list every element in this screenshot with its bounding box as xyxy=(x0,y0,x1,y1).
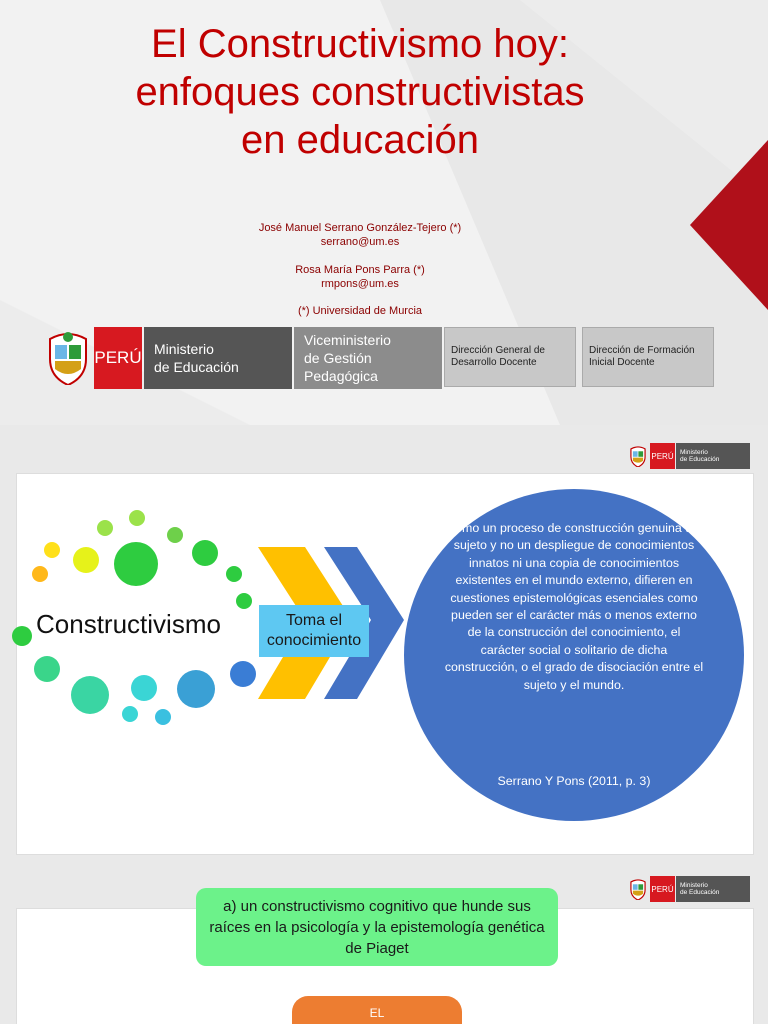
citation: Serrano Y Pons (2011, p. 3) xyxy=(497,774,651,788)
dir1-line2: Desarrollo Docente xyxy=(451,357,537,368)
orange-box: EL xyxy=(292,996,462,1024)
mini-line1: Ministerio xyxy=(680,449,708,456)
peru-coat-of-arms-icon xyxy=(628,878,648,900)
ministerio-block xyxy=(144,327,292,389)
ministerio-line1: Ministerio xyxy=(154,341,214,357)
ministerio-label xyxy=(676,876,750,902)
ministerio-line2: de Educación xyxy=(154,359,239,375)
viceministerio-block xyxy=(294,327,442,389)
dir2-line2: Inicial Docente xyxy=(589,357,655,368)
peru-coat-of-arms-icon xyxy=(46,329,90,385)
peru-label: PERÚ xyxy=(94,327,142,389)
constructivismo-slide xyxy=(0,433,768,866)
title-line-1: El Constructivismo hoy: xyxy=(151,22,569,66)
direccion-general-block xyxy=(444,327,576,387)
constructivismo-heading: Constructivismo xyxy=(36,609,221,639)
author1-email: serrano@um.es xyxy=(320,236,400,248)
vice-line2: de Gestión Pedagógica xyxy=(304,350,378,384)
vice-line1: Viceministerio xyxy=(304,332,391,348)
toma-conocimiento-box xyxy=(259,605,369,657)
peru-label: PERÚ xyxy=(650,876,675,902)
dir2-line1: Dirección de Formación xyxy=(589,345,695,356)
title-line-3: en educación xyxy=(241,118,479,162)
toma-line1: Toma el xyxy=(285,612,343,629)
author2-name: Rosa María Pons Parra (*) xyxy=(295,264,425,276)
author1-name: José Manuel Serrano González-Tejero (*) xyxy=(258,222,462,234)
title-line-2: enfoques constructivistas xyxy=(135,70,585,114)
author2-email: rmpons@um.es xyxy=(321,278,399,290)
definition-text: Como un proceso de construcción genuina del sujeto y no un despliegue de conocimientos innatos ni una copia de conocimientos existentes en el mundo externo, difieren en cuestiones epistemológicas esenciales como pueden ser el carácter más o menos externo de la construcción del conocimiento, el carácter social o solitario de dicha construcción, o el grado de disociación entre el sujeto y el mundo. xyxy=(444,521,704,692)
cognitive-constructivism-box xyxy=(196,888,558,966)
mini-line2: de Educación xyxy=(680,889,720,896)
peru-label: PERÚ xyxy=(650,443,675,469)
direccion-formacion-block xyxy=(582,327,714,387)
toma-line2: conocimiento xyxy=(266,632,362,649)
cognitive-constructivism-slide xyxy=(0,866,768,1024)
title-slide xyxy=(0,0,768,425)
green-box-text: a) un constructivismo cognitivo que hunde sus raíces en la psicología y la epistemología genética de Piaget xyxy=(209,897,545,957)
affiliation: (*) Universidad de Murcia xyxy=(297,305,423,317)
dir1-line1: Dirección General de xyxy=(451,345,545,356)
mini-line2: de Educación xyxy=(680,456,720,463)
mini-line1: Ministerio xyxy=(680,882,708,889)
